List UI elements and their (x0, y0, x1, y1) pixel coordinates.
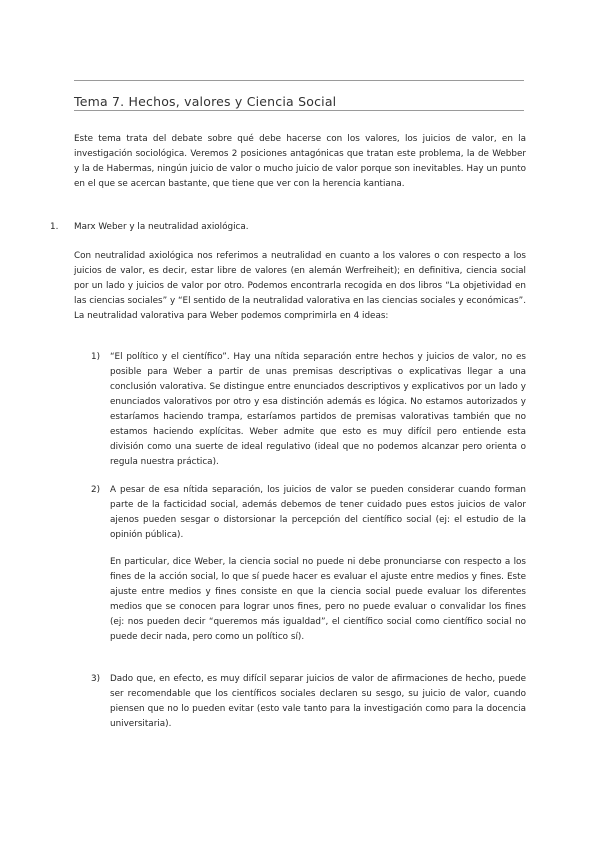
section-heading: Marx Weber y la neutralidad axiológica. (74, 222, 249, 232)
intro-paragraph: Este tema trata del debate sobre qué debe hacerse con los valores, los juicios de valor, en la investigación sociológica. Veremos 2 posiciones antagónicas que tratan este problema, la de Webber y la de Habermas, ningún juicio de valor o mucho juicio de valor porque son inevitables. Hay un punto en el que se acercan bastante, que tiene que ver con la herencia kantiana. (74, 134, 526, 189)
idea-2-continuation: En particular, dice Weber, la ciencia social no puede ni debe pronunciarse con respecto a los fines de la acción social, lo que sí puede hacer es evaluar el ajuste entre medios y fines. Este ajuste entre medios y fines consiste en que la ciencia social puede evaluar los diferentes medios que se conocen para lograr unos fines, pero no puede evaluar o convalidar los fines (ej: nos pueden decir “queremos más igualdad”, el científico social como científico social no puede decir nada, pero como un político sí). (110, 557, 526, 642)
section-number: 1. (50, 222, 59, 232)
idea-2-text: A pesar de esa nítida separación, los juicios de valor se pueden considerar cuando forman parte de la facticidad social, además debemos de tener cuidado pues estos juicios de valor ajenos pueden sesgar o distorsionar la percepción del científico social (ej: el estudio de la opinión pública). (110, 485, 526, 540)
idea-1-number: 1) (91, 352, 101, 362)
idea-3-number: 3) (91, 674, 101, 684)
idea-2-number: 2) (91, 485, 101, 495)
top-rule (74, 80, 524, 81)
idea-1-text: “El político y el científico”. Hay una nítida separación entre hechos y juicios de valor, no es posible para Weber a partir de unas premisas descriptivas o explicativas llegar a una conclusión valorativa. Se distingue entre enunciados descriptivos y explicativos por un lado y enunciados valorativos por otro y esa distinción además es lógica. No estamos autorizados y estaríamos haciendo trampa, estaríamos partidos de premisas valorativas también que no estamos haciendo explícitas. Weber admite que esto es muy difícil pero entiende esta división como una suerte de ideal regulativo (ideal que no podemos alcanzar pero orienta o regula nuestra práctica). (110, 352, 526, 467)
document-title: Tema 7. Hechos, valores y Ciencia Social (74, 94, 337, 110)
idea-3-text: Dado que, en efecto, es muy difícil separar juicios de valor de afirmaciones de hecho, puede ser recomendable que los científicos sociales declaren su sesgo, su juicio de valor, cuando piensen que no lo pueden evitar (esto vale tanto para la investigación como para la docencia universitaria). (110, 674, 526, 729)
title-underline (74, 110, 524, 111)
section-paragraph: Con neutralidad axiológica nos referimos a neutralidad en cuanto a los valores o con respecto a los juicios de valor, es decir, estar libre de valores (en alemán Werfreiheit); en definitiva, ciencia social por un lado y juicios de valor por otro. Podemos encontrarla recogida en dos libros “La objetividad en las ciencias sociales” y “El sentido de la neutralidad valorativa en las ciencias sociales y económicas”. La neutralidad valorativa para Weber podemos comprimirla en 4 ideas: (74, 251, 526, 321)
